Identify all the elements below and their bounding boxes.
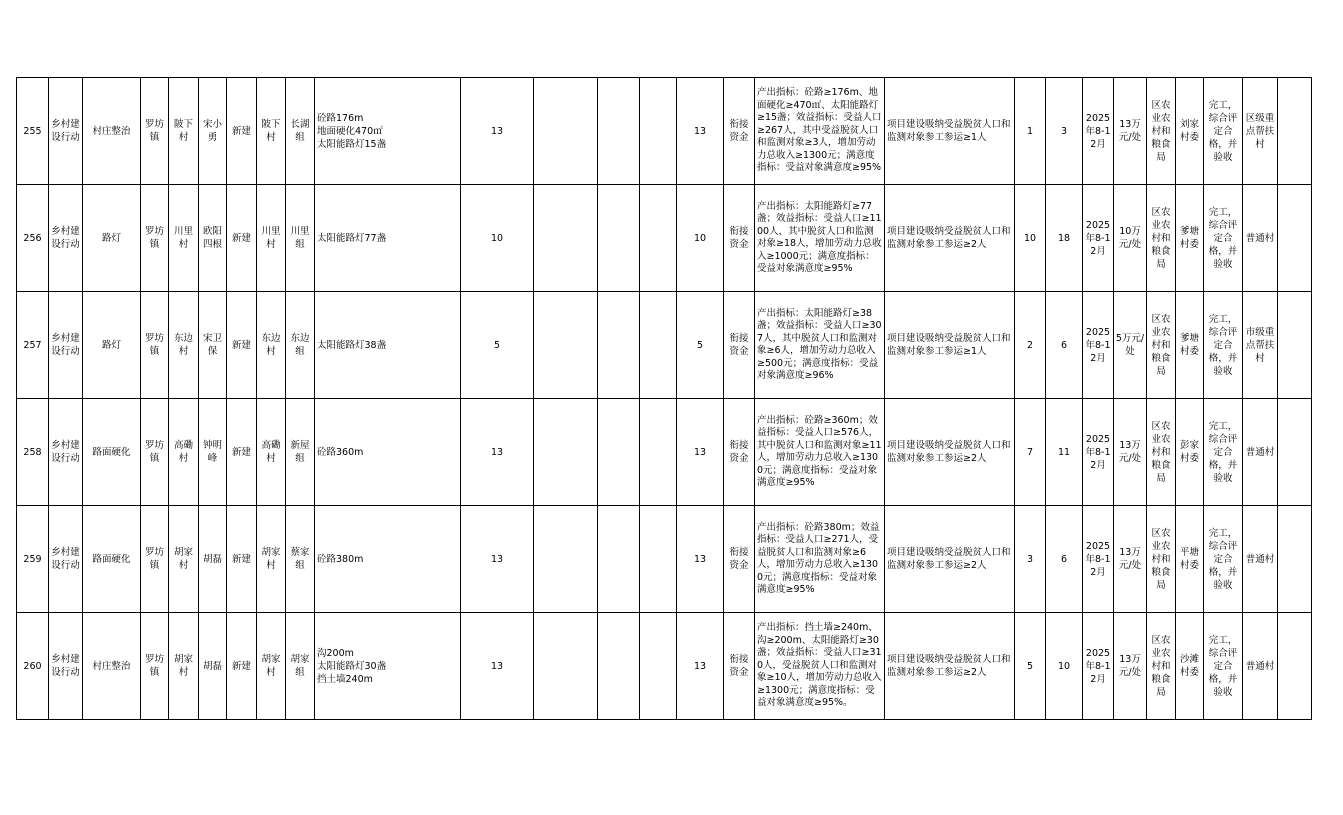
cell-amount: 13 bbox=[677, 613, 724, 720]
cell-empty-1 bbox=[534, 506, 598, 613]
cell-empty-3 bbox=[640, 78, 677, 185]
cell-group: 长湖组 bbox=[286, 78, 315, 185]
cell-content: 砼路176m 地面硬化470㎡ 太阳能路灯15盏 bbox=[315, 78, 461, 185]
cell-empty-1 bbox=[534, 185, 598, 292]
cell-beneficiaries-b: 18 bbox=[1046, 185, 1083, 292]
cell-town: 罗坊镇 bbox=[141, 399, 169, 506]
cell-department: 区农业农村和粮食局 bbox=[1147, 613, 1176, 720]
table-row bbox=[17, 613, 1312, 720]
cell-village: 胡家村 bbox=[169, 613, 199, 720]
table-row bbox=[17, 185, 1312, 292]
cell-subtype: 村庄整治 bbox=[83, 78, 141, 185]
cell-amount: 13 bbox=[677, 78, 724, 185]
cell-fund-source: 衔接资金 bbox=[724, 399, 755, 506]
cell-beneficiaries-b: 3 bbox=[1046, 78, 1083, 185]
cell-beneficiaries-b: 10 bbox=[1046, 613, 1083, 720]
cell-town: 罗坊镇 bbox=[141, 78, 169, 185]
cell-category: 乡村建设行动 bbox=[49, 78, 83, 185]
cell-town: 罗坊镇 bbox=[141, 185, 169, 292]
cell-category: 乡村建设行动 bbox=[49, 399, 83, 506]
cell-content: 太阳能路灯38盏 bbox=[315, 292, 461, 399]
cell-amount: 10 bbox=[677, 185, 724, 292]
cell-total-invest: 5 bbox=[461, 292, 534, 399]
cell-remark: 普通村 bbox=[1243, 399, 1278, 506]
cell-empty-last bbox=[1278, 506, 1312, 613]
cell-indicators: 产出指标：挡土墙≥240m、沟≥200m、太阳能路灯≥30盏；效益指标：受益人口≥310人，受益脱贫人口和监测对象≥10人，增加劳动力总收入≥1300元；满意度指标：受益对象满意度≥95%。 bbox=[755, 613, 885, 720]
cell-content: 砼路380m bbox=[315, 506, 461, 613]
cell-department: 区农业农村和粮食局 bbox=[1147, 292, 1176, 399]
cell-amount: 5 bbox=[677, 292, 724, 399]
cell-empty-last bbox=[1278, 399, 1312, 506]
cell-period: 2025年8-12月 bbox=[1083, 613, 1114, 720]
cell-town: 罗坊镇 bbox=[141, 613, 169, 720]
cell-location-village: 陂下村 bbox=[257, 78, 286, 185]
cell-no: 257 bbox=[17, 292, 49, 399]
cell-nature: 新建 bbox=[227, 185, 257, 292]
cell-content: 砼路360m bbox=[315, 399, 461, 506]
cell-village: 陂下村 bbox=[169, 78, 199, 185]
cell-subtype: 路面硬化 bbox=[83, 506, 141, 613]
cell-location-village: 高磡村 bbox=[257, 399, 286, 506]
cell-department: 区农业农村和粮食局 bbox=[1147, 78, 1176, 185]
cell-period: 2025年8-12月 bbox=[1083, 399, 1114, 506]
cell-location-village: 胡家村 bbox=[257, 613, 286, 720]
cell-group: 川里组 bbox=[286, 185, 315, 292]
cell-beneficiaries-b: 6 bbox=[1046, 292, 1083, 399]
cell-fund-source: 衔接资金 bbox=[724, 78, 755, 185]
cell-beneficiaries-b: 6 bbox=[1046, 506, 1083, 613]
cell-empty-2 bbox=[598, 506, 640, 613]
cell-empty-3 bbox=[640, 506, 677, 613]
cell-beneficiaries-a: 10 bbox=[1015, 185, 1046, 292]
cell-acceptance: 完工，综合评定合格，并验收 bbox=[1204, 506, 1243, 613]
cell-implementer: 彭家村委 bbox=[1176, 399, 1204, 506]
cell-no: 258 bbox=[17, 399, 49, 506]
cell-empty-2 bbox=[598, 185, 640, 292]
cell-beneficiaries-a: 7 bbox=[1015, 399, 1046, 506]
cell-village: 高磡村 bbox=[169, 399, 199, 506]
cell-no: 255 bbox=[17, 78, 49, 185]
cell-leader: 胡磊 bbox=[199, 613, 227, 720]
cell-remark: 市级重点帮扶村 bbox=[1243, 292, 1278, 399]
cell-subtype: 村庄整治 bbox=[83, 613, 141, 720]
cell-fund-source: 衔接资金 bbox=[724, 185, 755, 292]
cell-fund-source: 衔接资金 bbox=[724, 292, 755, 399]
cell-leader: 钟明峰 bbox=[199, 399, 227, 506]
cell-unit-cost: 10万元/处 bbox=[1114, 185, 1147, 292]
cell-department: 区农业农村和粮食局 bbox=[1147, 399, 1176, 506]
cell-beneficiaries-a: 5 bbox=[1015, 613, 1046, 720]
cell-empty-3 bbox=[640, 292, 677, 399]
cell-mechanism: 项目建设吸纳受益脱贫人口和监测对象参工参运≥2人 bbox=[885, 399, 1015, 506]
cell-empty-last bbox=[1278, 613, 1312, 720]
cell-no: 260 bbox=[17, 613, 49, 720]
cell-total-invest: 13 bbox=[461, 613, 534, 720]
cell-acceptance: 完工，综合评定合格，并验收 bbox=[1204, 185, 1243, 292]
cell-beneficiaries-a: 3 bbox=[1015, 506, 1046, 613]
cell-group: 胡家组 bbox=[286, 613, 315, 720]
cell-beneficiaries-a: 2 bbox=[1015, 292, 1046, 399]
cell-empty-1 bbox=[534, 292, 598, 399]
cell-implementer: 爹塘村委 bbox=[1176, 185, 1204, 292]
cell-implementer: 平塘村委 bbox=[1176, 506, 1204, 613]
cell-total-invest: 13 bbox=[461, 399, 534, 506]
cell-indicators: 产出指标：太阳能路灯≥38盏；效益指标：受益人口≥307人，其中脱贫人口和监测对象≥6人，增加劳动力总收入≥500元；满意度指标：受益对象满意度≥96% bbox=[755, 292, 885, 399]
cell-town: 罗坊镇 bbox=[141, 506, 169, 613]
cell-group: 东边组 bbox=[286, 292, 315, 399]
cell-acceptance: 完工，综合评定合格，并验收 bbox=[1204, 399, 1243, 506]
cell-amount: 13 bbox=[677, 399, 724, 506]
cell-nature: 新建 bbox=[227, 506, 257, 613]
cell-location-village: 川里村 bbox=[257, 185, 286, 292]
cell-implementer: 刘家村委 bbox=[1176, 78, 1204, 185]
table-row bbox=[17, 78, 1312, 185]
cell-content: 沟200m 太阳能路灯30盏 挡土墙240m bbox=[315, 613, 461, 720]
cell-subtype: 路灯 bbox=[83, 292, 141, 399]
cell-period: 2025年8-12月 bbox=[1083, 292, 1114, 399]
cell-empty-last bbox=[1278, 185, 1312, 292]
cell-total-invest: 10 bbox=[461, 185, 534, 292]
cell-total-invest: 13 bbox=[461, 78, 534, 185]
cell-remark: 普通村 bbox=[1243, 613, 1278, 720]
cell-empty-2 bbox=[598, 292, 640, 399]
cell-total-invest: 13 bbox=[461, 506, 534, 613]
cell-fund-source: 衔接资金 bbox=[724, 506, 755, 613]
cell-period: 2025年8-12月 bbox=[1083, 78, 1114, 185]
cell-period: 2025年8-12月 bbox=[1083, 506, 1114, 613]
cell-empty-last bbox=[1278, 292, 1312, 399]
cell-nature: 新建 bbox=[227, 613, 257, 720]
cell-category: 乡村建设行动 bbox=[49, 185, 83, 292]
cell-acceptance: 完工，综合评定合格，并验收 bbox=[1204, 292, 1243, 399]
cell-empty-2 bbox=[598, 399, 640, 506]
cell-remark: 普通村 bbox=[1243, 506, 1278, 613]
cell-category: 乡村建设行动 bbox=[49, 292, 83, 399]
cell-unit-cost: 5万元/处 bbox=[1114, 292, 1147, 399]
cell-empty-3 bbox=[640, 185, 677, 292]
cell-category: 乡村建设行动 bbox=[49, 613, 83, 720]
cell-acceptance: 完工，综合评定合格，并验收 bbox=[1204, 613, 1243, 720]
table-row bbox=[17, 292, 1312, 399]
cell-empty-1 bbox=[534, 399, 598, 506]
cell-location-village: 东边村 bbox=[257, 292, 286, 399]
cell-amount: 13 bbox=[677, 506, 724, 613]
cell-mechanism: 项目建设吸纳受益脱贫人口和监测对象参工参运≥1人 bbox=[885, 292, 1015, 399]
cell-leader: 胡磊 bbox=[199, 506, 227, 613]
cell-village: 东边村 bbox=[169, 292, 199, 399]
cell-empty-3 bbox=[640, 399, 677, 506]
cell-content: 太阳能路灯77盏 bbox=[315, 185, 461, 292]
cell-empty-3 bbox=[640, 613, 677, 720]
cell-nature: 新建 bbox=[227, 78, 257, 185]
cell-department: 区农业农村和粮食局 bbox=[1147, 506, 1176, 613]
cell-town: 罗坊镇 bbox=[141, 292, 169, 399]
cell-leader: 宋卫保 bbox=[199, 292, 227, 399]
cell-period: 2025年8-12月 bbox=[1083, 185, 1114, 292]
cell-mechanism: 项目建设吸纳受益脱贫人口和监测对象参工参运≥1人 bbox=[885, 78, 1015, 185]
cell-empty-last bbox=[1278, 78, 1312, 185]
cell-fund-source: 衔接资金 bbox=[724, 613, 755, 720]
cell-beneficiaries-b: 11 bbox=[1046, 399, 1083, 506]
cell-empty-2 bbox=[598, 78, 640, 185]
cell-indicators: 产出指标：太阳能路灯≥77盏；效益指标：受益人口≥1100人，其中脱贫人口和监测对象≥18人，增加劳动力总收入≥1000元；满意度指标：受益对象满意度≥95% bbox=[755, 185, 885, 292]
cell-no: 259 bbox=[17, 506, 49, 613]
cell-remark: 区级重点帮扶村 bbox=[1243, 78, 1278, 185]
project-table bbox=[16, 77, 1312, 720]
table-row bbox=[17, 506, 1312, 613]
cell-leader: 欧阳四根 bbox=[199, 185, 227, 292]
cell-village: 胡家村 bbox=[169, 506, 199, 613]
cell-group: 蔡家组 bbox=[286, 506, 315, 613]
cell-unit-cost: 13万元/处 bbox=[1114, 506, 1147, 613]
cell-mechanism: 项目建设吸纳受益脱贫人口和监测对象参工参运≥2人 bbox=[885, 613, 1015, 720]
cell-location-village: 胡家村 bbox=[257, 506, 286, 613]
cell-leader: 宋小勇 bbox=[199, 78, 227, 185]
cell-nature: 新建 bbox=[227, 292, 257, 399]
cell-department: 区农业农村和粮食局 bbox=[1147, 185, 1176, 292]
table-row bbox=[17, 399, 1312, 506]
cell-indicators: 产出指标：砼路≥176m、地面硬化≥470㎡、太阳能路灯≥15盏；效益指标：受益人口≥267人，其中受益脱贫人口和监测对象≥3人，增加劳动力总收入≥1300元；满意度指标：受益对象满意度≥95% bbox=[755, 78, 885, 185]
cell-subtype: 路灯 bbox=[83, 185, 141, 292]
cell-unit-cost: 13万元/处 bbox=[1114, 78, 1147, 185]
cell-acceptance: 完工，综合评定合格，并验收 bbox=[1204, 78, 1243, 185]
cell-category: 乡村建设行动 bbox=[49, 506, 83, 613]
cell-implementer: 沙滩村委 bbox=[1176, 613, 1204, 720]
cell-implementer: 爹塘村委 bbox=[1176, 292, 1204, 399]
cell-indicators: 产出指标：砼路≥360m；效益指标：受益人口≥576人，其中脱贫人口和监测对象≥11人，增加劳动力总收入≥1300元；满意度指标：受益对象满意度≥95% bbox=[755, 399, 885, 506]
cell-mechanism: 项目建设吸纳受益脱贫人口和监测对象参工参运≥2人 bbox=[885, 506, 1015, 613]
cell-village: 川里村 bbox=[169, 185, 199, 292]
cell-no: 256 bbox=[17, 185, 49, 292]
cell-mechanism: 项目建设吸纳受益脱贫人口和监测对象参工参运≥2人 bbox=[885, 185, 1015, 292]
cell-indicators: 产出指标：砼路380m；效益指标：受益人口≥271人，受益脱贫人口和监测对象≥6人，增加劳动力总收入≥1300元；满意度指标：受益对象满意度≥95% bbox=[755, 506, 885, 613]
cell-empty-1 bbox=[534, 613, 598, 720]
cell-unit-cost: 13万元/处 bbox=[1114, 613, 1147, 720]
cell-remark: 普通村 bbox=[1243, 185, 1278, 292]
cell-beneficiaries-a: 1 bbox=[1015, 78, 1046, 185]
cell-subtype: 路面硬化 bbox=[83, 399, 141, 506]
cell-nature: 新建 bbox=[227, 399, 257, 506]
cell-group: 新屋组 bbox=[286, 399, 315, 506]
cell-empty-1 bbox=[534, 78, 598, 185]
cell-empty-2 bbox=[598, 613, 640, 720]
cell-unit-cost: 13万元/处 bbox=[1114, 399, 1147, 506]
